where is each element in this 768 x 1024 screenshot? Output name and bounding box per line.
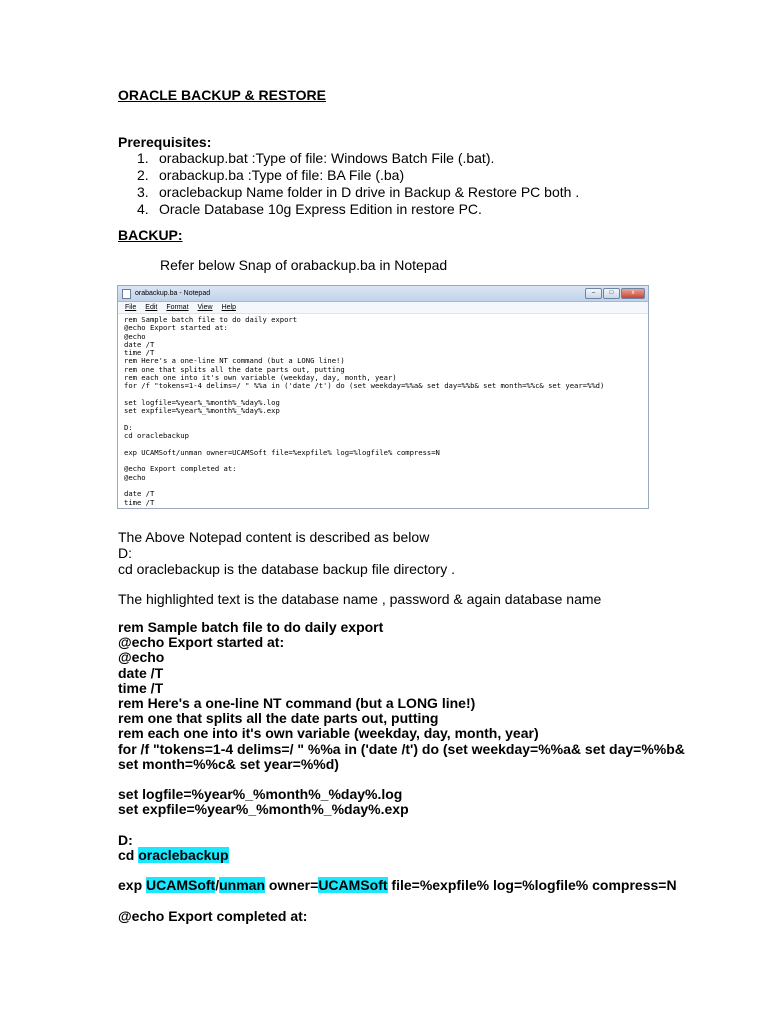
code-line: for /f "tokens=1-4 delims=/ " %%a in ('date /t') do (set weekday=%%a& set day=%%b&: [118, 740, 685, 757]
code-line: rem each one into it's own variable (weekday, day, month, year): [118, 725, 539, 742]
notepad-line: @echo: [124, 472, 146, 482]
notepad-line: time /T: [124, 497, 155, 507]
notepad-screenshot: [117, 285, 649, 509]
list-item: 1. orabackup.bat :Type of file: Windows Batch File (.bat).: [137, 150, 495, 166]
code-line: rem one that splits all the date parts out, putting: [118, 710, 439, 727]
code-line: @echo: [118, 649, 165, 666]
notepad-line: @echo Export completed at:: [124, 464, 237, 474]
document-title: ORACLE BACKUP & RESTORE: [118, 87, 326, 103]
notepad-line: @echo Export started at:: [124, 323, 228, 333]
highlighted-username: UCAMSoft: [146, 877, 216, 894]
code-line: @echo Export started at:: [118, 634, 285, 651]
notepad-line: set logfile=%year%_%month%_%day%.log: [124, 397, 280, 407]
notepad-line: rem one that splits all the date parts out, putting: [124, 364, 345, 374]
list-item: 4. Oracle Database 10g Express Edition in restore PC.: [137, 201, 482, 217]
notepad-title: orabackup.ba - Notepad: [135, 290, 211, 297]
maximize-icon: □: [603, 288, 620, 299]
refer-text: Refer below Snap of orabackup.ba in Notepad: [160, 257, 448, 273]
notepad-line: D:: [124, 422, 133, 432]
code-line: @echo Export completed at:: [118, 907, 308, 924]
code-block: [118, 620, 685, 924]
notepad-line: exp UCAMSoft/unman owner=UCAMSoft file=%expfile% log=%logfile% compress=N: [124, 447, 440, 457]
code-line: set logfile=%year%_%month%_%day%.log: [118, 786, 403, 803]
menu-edit: Edit: [145, 304, 158, 311]
window-controls: [585, 288, 645, 299]
notepad-line: date /T: [124, 489, 155, 499]
notepad-line: for /f "tokens=1-4 delims=/ " %%a in ('date /t') do (set weekday=%%a& set day=%%b& set month=%%c& set year=%%d): [124, 381, 605, 391]
highlighted-directory: oraclebackup: [138, 847, 229, 864]
code-line: rem Sample batch file to do daily export: [118, 619, 384, 635]
description-line: cd oraclebackup is the database backup file directory .: [118, 561, 455, 577]
code-line: rem Here's a one-line NT command (but a LONG line!): [118, 695, 476, 712]
code-line: exp UCAMSoft/unman owner=UCAMSoft file=%expfile% log=%logfile% compress=N: [118, 877, 677, 894]
notepad-document-icon: [122, 289, 131, 299]
menu-file: File: [125, 304, 137, 311]
code-line: date /T: [118, 664, 164, 681]
list-item: 3. oraclebackup Name folder in D drive in Backup & Restore PC both .: [137, 184, 580, 200]
notepad-line: cd oraclebackup: [124, 431, 189, 441]
backup-heading: BACKUP:: [118, 227, 183, 243]
prerequisites-heading: Prerequisites:: [118, 134, 212, 150]
prerequisites-list: [137, 150, 579, 218]
notepad-line: @echo: [124, 331, 146, 341]
highlighted-password: unman: [219, 877, 266, 894]
code-line: set month=%%c& set year=%%d): [118, 755, 339, 772]
menu-format: Format: [166, 304, 189, 311]
code-line: cd oraclebackup: [118, 847, 229, 864]
code-line: set expfile=%year%_%month%_%day%.exp: [118, 801, 409, 818]
code-line: D:: [118, 831, 133, 848]
notepad-line: [124, 482, 642, 490]
description-line: The highlighted text is the database name , password & again database name: [118, 591, 602, 607]
list-item: 2. orabackup.ba :Type of file: BA File (.ba): [137, 167, 405, 183]
notepad-line: rem each one into it's own variable (weekday, day, month, year): [124, 373, 397, 383]
notepad-line: date /T: [124, 339, 155, 349]
notepad-line: time /T: [124, 348, 155, 358]
minimize-icon: –: [585, 288, 602, 299]
menu-view: View: [197, 304, 213, 311]
notepad-line: rem Here's a one-line NT command (but a LONG line!): [124, 356, 345, 366]
highlighted-owner: UCAMSoft: [318, 877, 388, 894]
code-line: time /T: [118, 679, 164, 696]
notepad-line: [124, 416, 642, 424]
close-icon: x: [621, 288, 645, 299]
menu-help: Help: [221, 304, 236, 311]
notepad-line: set expfile=%year%_%month%_%day%.exp: [124, 406, 280, 416]
description-line: The Above Notepad content is described as below: [118, 529, 430, 545]
notepad-menubar: [118, 302, 648, 314]
notepad-text-area: [118, 314, 648, 509]
description-line: D:: [118, 545, 132, 561]
notepad-line: rem Sample batch file to do daily export: [124, 315, 298, 324]
notepad-titlebar: [118, 286, 648, 302]
